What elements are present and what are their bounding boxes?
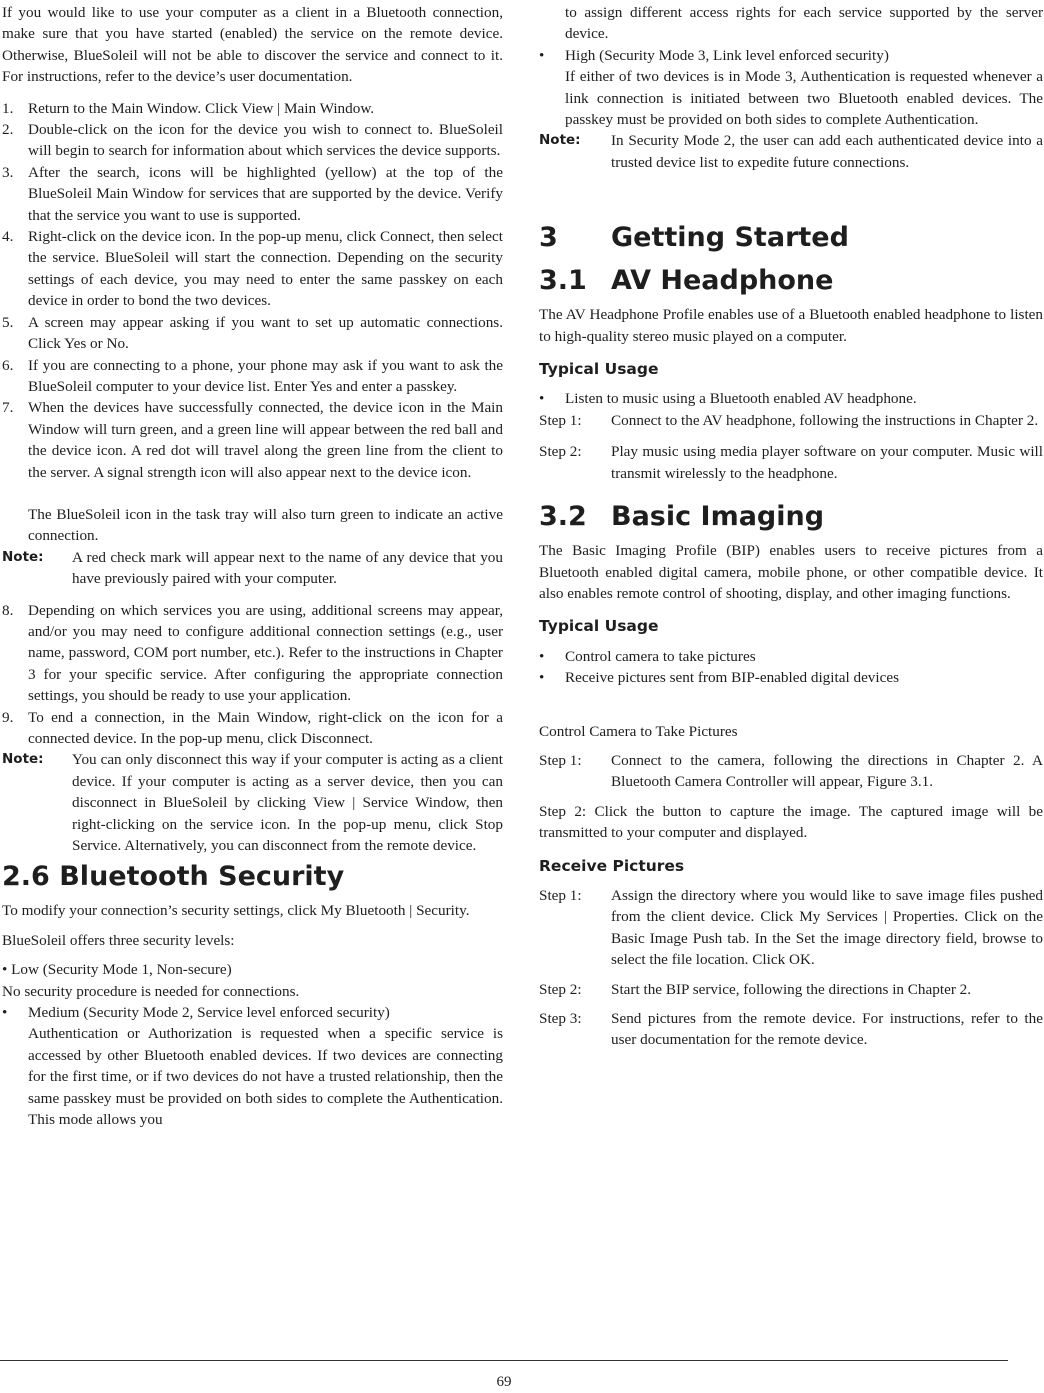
note-label: Note: bbox=[2, 548, 44, 565]
bullet: • bbox=[539, 647, 545, 665]
page-number: 69 bbox=[496, 1374, 512, 1390]
list-item: 5. A screen may appear asking if you want to set up automatic connections. Click Yes or No. bbox=[2, 313, 503, 353]
list-item: • Control camera to take pictures bbox=[539, 646, 1043, 667]
left-column bbox=[2, 2, 503, 1131]
security-paragraph: To modify your connection’s security settings, click My Bluetooth | Security. bbox=[2, 902, 470, 920]
list-item: 4. Right-click on the device icon. In the pop-up menu, click Connect, then select the service. BlueSoleil will start the connection. Depending on the security settings of each device, you may need to enter the same passkey on each device in order to bond the two devices. bbox=[2, 228, 503, 310]
subheading-receive-pictures: Receive Pictures bbox=[539, 856, 685, 875]
steps-list-b bbox=[2, 600, 503, 750]
bullet: • bbox=[539, 669, 545, 687]
right-column bbox=[539, 2, 1043, 1051]
steps-list-a bbox=[2, 98, 503, 547]
list-item: 2. Double-click on the icon for the device you wish to connect to. BlueSoleil will begin to search for information about which services the device supports. bbox=[2, 121, 503, 160]
av-headphone-paragraph: The AV Headphone Profile enables use of a Bluetooth enabled headphone to listen to high-quality stereo music played on a computer. bbox=[539, 306, 1043, 345]
control-step-2: Step 2: Click the button to capture the image. The captured image will be transmitted to your computer and displayed. bbox=[539, 802, 1043, 842]
footer-divider bbox=[0, 1360, 1008, 1361]
section-heading-av-headphone: 3.1 AV Headphone bbox=[539, 265, 834, 297]
step-item: Step 3: Send pictures from the remote device. For instructions, refer to the user documentation for the remote device. bbox=[539, 1010, 1043, 1049]
list-item: • Receive pictures sent from BIP-enabled digital devices bbox=[539, 667, 1043, 688]
list-item-continuation: The BlueSoleil icon in the task tray will also turn green to indicate an active connection. bbox=[28, 505, 503, 545]
note-label: Note: bbox=[539, 132, 581, 149]
step-item: Step 2: Play music using media player software on your computer. Music will transmit wirelessly to the headphone. bbox=[539, 443, 1043, 482]
list-item: 7. When the devices have successfully connected, the device icon in the Main Window will turn green, and a green line will appear between the red ball and the device icon. A red dot will travel along the green line from the client to the server. A signal strength icon will also appear next to the device icon. bbox=[2, 399, 503, 481]
chapter-heading: 3 Getting Started bbox=[539, 222, 849, 254]
step-item: Step 1: Connect to the camera, following the directions in Chapter 2. A Bluetooth Camera Controller will appear, Figure 3.1. bbox=[539, 751, 1043, 791]
step-item: Step 2: Start the BIP service, following the directions in Chapter 2. bbox=[539, 980, 972, 998]
step-item: Step 1: Assign the directory where you would like to save image files pushed from the client device. Click My Services | Properties. Click on the Basic Image Push tab. In the Set the image directory field, browse to select the file location. Click OK. bbox=[539, 886, 1043, 969]
subheading-typical-usage: Typical Usage bbox=[539, 617, 659, 636]
note-label: Note: bbox=[2, 751, 44, 768]
security-high-item: • High (Security Mode 3, Link level enforced security) If either of two devices is in Mode 3, Authentication is requested whenever a link connection is initiated between two Bluetooth enabled devices. The passkey must be provided on both sides to complete Authentication. bbox=[539, 46, 1043, 129]
list-item: • Listen to music using a Bluetooth enabled AV headphone. bbox=[539, 388, 1043, 409]
list-item: 3. After the search, icons will be highlighted (yellow) at the top of the BlueSoleil Main Window for services that are supported by the device. Verify that the service you want to use is supported. bbox=[2, 163, 503, 224]
section-heading-basic-imaging: 3.2 Basic Imaging bbox=[539, 501, 825, 533]
list-item: 8. Depending on which services you are using, additional screens may appear, and/or you may need to configure additional connection settings (e.g., user name, password, COM port number, etc.). Refer to the instructions in Chapter 3 for your specific service. After configuring the appropriate connection settings, you should be ready to use your application. bbox=[2, 601, 503, 705]
security-low-text: No security procedure is needed for connections. bbox=[2, 982, 300, 1000]
list-item: 6. If you are connecting to a phone, your phone may ask if you want to ask the BlueSoleil computer to your device list. Enter Yes and enter a passkey. bbox=[2, 356, 503, 395]
security-levels-intro: BlueSoleil offers three security levels: bbox=[2, 931, 235, 949]
note-security-mode-2: Note: In Security Mode 2, the user can add each authenticated device into a trusted device list to expedite future connections. bbox=[539, 132, 1043, 171]
list-item: 9. To end a connection, in the Main Window, right-click on the icon for a connected device. In the pop-up menu, click Disconnect. bbox=[2, 708, 503, 747]
bullet: • bbox=[539, 390, 545, 408]
security-medium-continued: to assign different access rights for each service supported by the server device. bbox=[565, 4, 1043, 43]
security-low-title: • Low (Security Mode 1, Non-secure) bbox=[2, 961, 232, 979]
section-heading-bluetooth-security: 2.6 Bluetooth Security bbox=[2, 861, 345, 893]
intro-paragraph: If you would like to use your computer as a client in a Bluetooth connection, make sure that you have started (enabled) the service on the remote device. Otherwise, BlueSoleil will not be able to discover the service and connect to it. For instructions, refer to the device’s user documentation. bbox=[2, 4, 503, 86]
step-item: Step 1: Connect to the AV headphone, following the instructions in Chapter 2. bbox=[539, 411, 1039, 429]
security-medium-item: • Medium (Security Mode 2, Service level enforced security) Authentication or Authorization is requested when a specific service is accessed by other Bluetooth enabled devices. If two devices are connecting for the first time, or if two devices do not have a trusted relationship, then the same passkey must be provided on both sides to complete the Authentication. This mode allows you bbox=[2, 1004, 503, 1129]
control-camera-title: Control Camera to Take Pictures bbox=[539, 722, 738, 740]
note-red-check: Note: A red check mark will appear next to the name of any device that you have previously paired with your computer. bbox=[2, 548, 503, 588]
basic-imaging-paragraph: The Basic Imaging Profile (BIP) enables users to receive pictures from a Bluetooth enabled digital camera, mobile phone, or other compatible device. It also enables remote control of shooting, display, and other imaging functions. bbox=[539, 542, 1043, 602]
bullet: • bbox=[539, 46, 545, 64]
list-item: 1. Return to the Main Window. Click View | Main Window. bbox=[2, 99, 375, 117]
note-disconnect: Note: You can only disconnect this way if your computer is acting as a client device. If your computer is acting as a server device, then you can disconnect in BlueSoleil by clicking View | Service Window, then right-clicking on the service icon. In the pop-up menu, click Stop Service. Alternatively, you can disconnect from the remote device. bbox=[2, 751, 503, 855]
bullet: • bbox=[2, 1004, 8, 1022]
subheading-typical-usage: Typical Usage bbox=[539, 360, 659, 379]
